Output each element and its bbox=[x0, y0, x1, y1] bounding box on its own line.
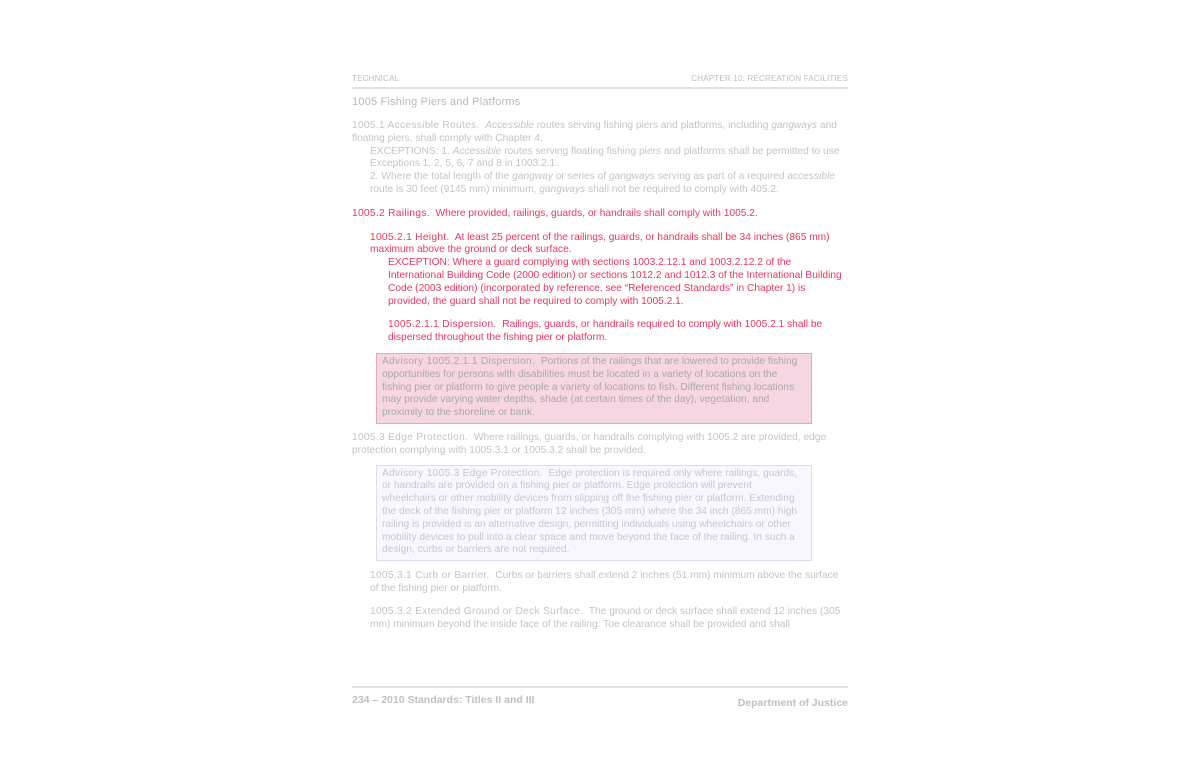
paragraph-1005-3 bbox=[352, 432, 848, 458]
advisory-text: Portions of the railings that are lowered to provide fishing opportunities for persons with disabilities must be located in a variety of locations on the fishing pier or platform to give people a variety of locations to fish. Different fishing locations may provide varying water depths, shade (at certain times of the day), vegetation, and proximity to the shoreline or bank. bbox=[382, 355, 798, 419]
text-span: serving as part of a required bbox=[654, 171, 788, 183]
running-footer bbox=[352, 686, 848, 709]
footer-left: 234 – 2010 Standards: Titles II and III bbox=[352, 694, 535, 706]
heading-1005-2-1-1: 1005.2.1.1 Dispersion. bbox=[388, 319, 497, 331]
heading-1005-2-1: 1005.2.1 Height. bbox=[370, 231, 450, 243]
advisory-box-dispersion bbox=[376, 353, 812, 424]
section-1005-3 bbox=[352, 432, 848, 458]
section-1005-1 bbox=[352, 120, 848, 197]
paragraph-1005-2-1-1 bbox=[388, 319, 848, 345]
text-span: routes serving fishing piers and platforms, including bbox=[533, 120, 772, 131]
exception-1 bbox=[370, 146, 848, 172]
term-accessible: accessible bbox=[787, 171, 835, 183]
footer-right: Department of Justice bbox=[737, 697, 848, 709]
section-1005-3-2 bbox=[352, 606, 848, 632]
text-span: The ground or deck surface shall extend 12 inches (305 mm) minimum beyond the inside face of the railing. Toe clearance shall be provided and shall bbox=[370, 605, 841, 630]
paragraph-1005-3-1 bbox=[370, 570, 848, 596]
text-span: Where railings, guards, or handrails complying with 1005.2 are provided, edge protection complying with 1005.3.1 or 1005.3.2 shall be provided. bbox=[352, 431, 827, 456]
text-span: routes serving floating fishing piers and platforms shall be permitted to use Exceptions 1, 2, 5, 6, 7 and 8 in 1003.2.1. bbox=[370, 145, 840, 170]
text-span: Curbs or barriers shall extend 2 inches (51 mm) minimum above the surface of the fishing pier or platform. bbox=[370, 570, 839, 594]
exception-2 bbox=[370, 171, 848, 197]
header-left: TECHNICAL bbox=[352, 74, 400, 83]
term-gangways: gangways bbox=[539, 183, 586, 195]
paragraph-1005-2 bbox=[352, 208, 848, 221]
text-span: route is 30 feet (9145 mm) minimum, bbox=[370, 183, 540, 195]
section-1005-2-1-1 bbox=[352, 319, 848, 345]
text-span: 2. Where the total length of the bbox=[370, 171, 513, 183]
text-span: and floating piers, shall comply with Chapter 4. bbox=[352, 120, 837, 144]
paragraph-1005-1 bbox=[352, 120, 848, 146]
exception-1005-2-1: EXCEPTION: Where a guard complying with sections 1003.2.12.1 and 1003.2.12.2 of the International Building Code (2000 edition) or sections 1012.2 and 1012.3 of the International Building Code (2003 edition) (incorporated by reference, see “Referenced Standards” in Chapter 1) is provided, the guard shall not be required to comply with 1005.2.1. bbox=[388, 257, 842, 307]
paragraph-1005-2-1 bbox=[370, 232, 848, 258]
section-title: 1005 Fishing Piers and Platforms bbox=[352, 96, 521, 108]
paragraph-1005-3-2 bbox=[370, 606, 848, 632]
section-1005-2 bbox=[352, 208, 848, 221]
term-accessible: Accessible bbox=[452, 145, 502, 157]
term-gangways: gangways bbox=[609, 171, 655, 183]
text-span: Where provided, railings, guards, or handrails shall comply with 1005.2. bbox=[435, 207, 758, 219]
advisory-heading: Advisory 1005.3 Edge Protection. bbox=[382, 467, 543, 479]
heading-1005-1: 1005.1 Accessible Routes. bbox=[352, 120, 480, 131]
advisory-text: Edge protection is required only where railings, guards, or handrails are provided on a fishing pier or platform. Edge protection will prevent wheelchairs or other mobility devices from slipping off the fishing pier or platform. Extending the deck of the fishing pier or platform 12 inches (305 mm) where the 34 inch (865 mm) high railing is provided is an alternative design, permitting individuals using wheelchairs or other mobility devices to pull into a clear space and move beyond the face of the railing. In such a design, curbs or barriers are not required. bbox=[382, 467, 798, 556]
document-page bbox=[352, 74, 848, 631]
advisory-box-edge-protection bbox=[376, 465, 812, 562]
heading-1005-2: 1005.2 Railings. bbox=[352, 207, 430, 219]
term-gangways: gangways bbox=[771, 120, 818, 131]
text-span: shall not be required to comply with 405.2. bbox=[585, 183, 779, 195]
heading-1005-3-1: 1005.3.1 Curb or Barrier. bbox=[370, 570, 490, 582]
text-span: or series of bbox=[552, 171, 609, 183]
section-1005-3-1 bbox=[352, 570, 848, 596]
heading-1005-3-2: 1005.3.2 Extended Ground or Deck Surface. bbox=[370, 605, 584, 617]
text-span: At least 25 percent of the railings, guards, or handrails shall be 34 inches (865 mm) maximum above the ground or deck surface. bbox=[370, 231, 830, 256]
header-right: CHAPTER 10: RECREATION FACILITIES bbox=[691, 74, 848, 83]
advisory-heading: Advisory 1005.2.1.1 Dispersion. bbox=[382, 355, 536, 367]
term-accessible: Accessible bbox=[485, 120, 534, 131]
running-header bbox=[352, 74, 848, 89]
text-span: EXCEPTIONS: 1. bbox=[370, 145, 453, 157]
term-gangway: gangway bbox=[512, 171, 553, 183]
heading-1005-3: 1005.3 Edge Protection. bbox=[352, 431, 469, 443]
section-1005-2-1 bbox=[352, 232, 848, 309]
text-span: Railings, guards, or handrails required to comply with 1005.2.1 shall be dispersed throughout the fishing pier or platform. bbox=[388, 319, 823, 344]
